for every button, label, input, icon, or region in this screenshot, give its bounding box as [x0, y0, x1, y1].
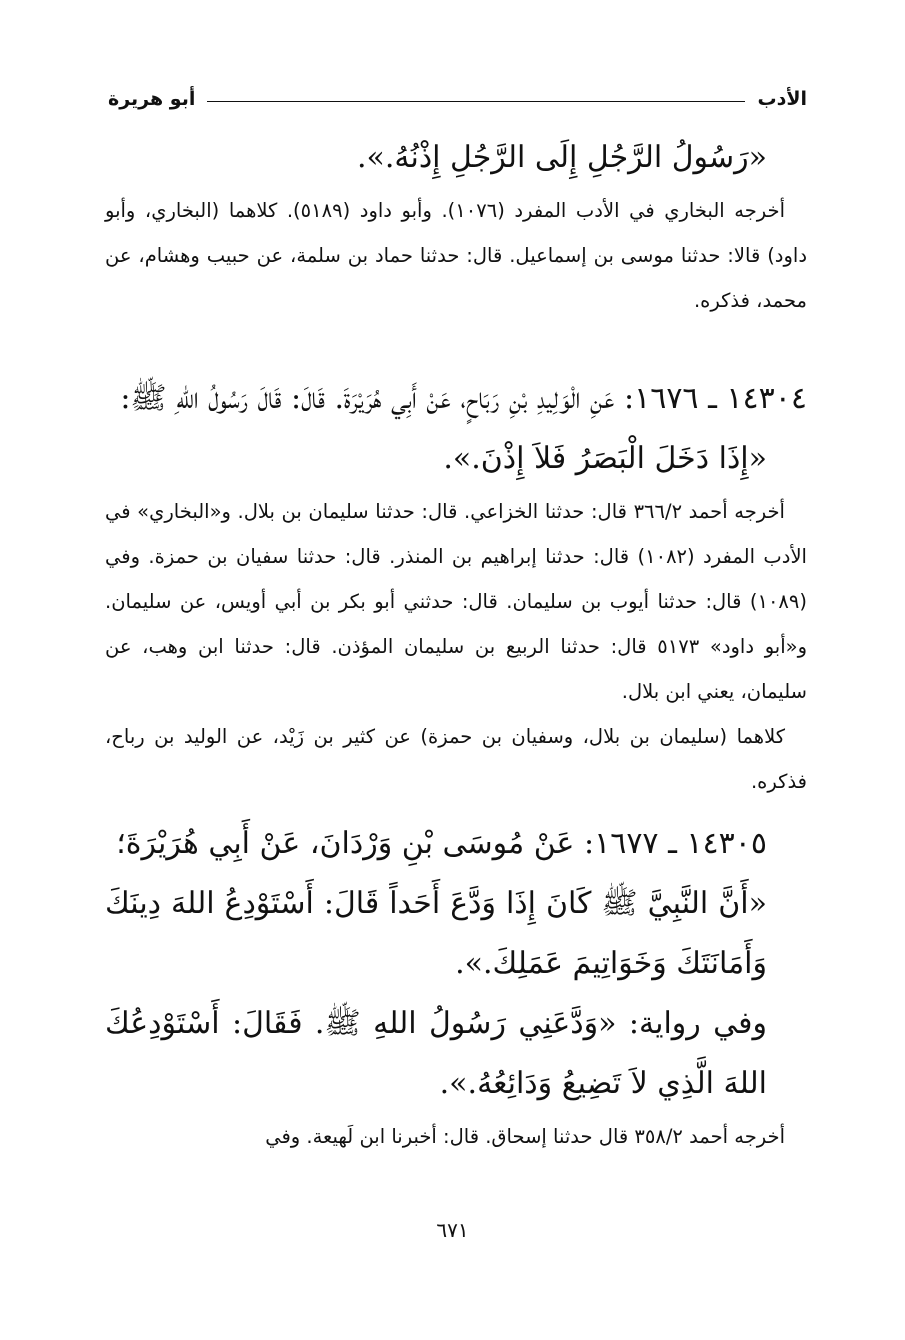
section-gap: [105, 323, 807, 369]
narrator-name: أبو هريرة: [108, 88, 196, 110]
header-rule: [207, 101, 745, 102]
takhrij-paragraph: كلاهما (سليمان بن بلال، وسفيان بن حمزة) عن كثير بن زَيْد، عن الوليد بن رباح، فذكره.: [105, 725, 807, 793]
hadith-text: «رَسُولُ الرَّجُلِ إِلَى الرَّجُلِ إِذْنُهُ.».: [356, 140, 767, 175]
running-header: [108, 84, 807, 114]
hadith-text: «أَنَّ النَّبِيَّ ﷺ كَانَ إِذَا وَدَّعَ أَحَداً قَالَ: أَسْتَوْدِعُ اللهَ دِينَكَ وَأَمَانَتَكَ وَخَوَاتِيمَ عَمَلِكَ.».: [105, 886, 767, 981]
page-number: ٦٧١: [436, 1218, 469, 1242]
hadith-heading: ١٤٣٠٤ ـ ١٦٧٦: عَنِ الْوَلِيدِ بْنِ رَبَاحٍ، عَنْ أَبِي هُرَيْرَةَ. قَالَ: قَالَ رَسُولُ اللهِ ﷺ:: [120, 381, 807, 416]
takhrij-paragraph: أخرجه البخاري في الأدب المفرد (١٠٧٦). وأبو داود (٥١٨٩). كلاهما (البخاري، وأبو داود) قالا: حدثنا موسى بن إسماعيل. قال: حدثنا حماد بن سلمة، عن حبيب وهشام، عن محمد، فذكره.: [105, 199, 807, 312]
chapter-title: الأدب: [757, 88, 807, 110]
section-gap: [105, 804, 807, 814]
hadith-text: «إِذَا دَخَلَ الْبَصَرُ فَلاَ إِذْنَ.».: [443, 441, 767, 476]
takhrij-paragraph: أخرجه أحمد ٣٦٦/٢ قال: حدثنا الخزاعي. قال: حدثنا سليمان بن بلال. و«البخاري» في الأدب المفرد (١٠٨٢) قال: حدثنا إبراهيم بن المنذر. قال: حدثنا سفيان بن حمزة. وفي (١٠٨٩) قال: حدثنا أيوب بن سليمان. قال: حدثني أبو بكر بن أبي أويس، عن سليمان. و«أبو داود» ٥١٧٣ قال: حدثنا الربيع بن سليمان المؤذن. قال: حدثنا ابن وهب، عن سليمان، يعني ابن بلال.: [105, 500, 807, 703]
page-body: [105, 128, 807, 1159]
hadith-heading: ١٤٣٠٥ ـ ١٦٧٧: عَنْ مُوسَى بْنِ وَرْدَانَ، عَنْ أَبِي هُرَيْرَةَ؛: [116, 826, 767, 861]
takhrij-paragraph: أخرجه أحمد ٣٥٨/٢ قال حدثنا إسحاق. قال: أخبرنا ابن لَهيعة. وفي: [265, 1125, 785, 1148]
hadith-variant: وفي رواية: «وَدَّعَنِي رَسُولُ اللهِ ﷺ. فَقَالَ: أَسْتَوْدِعُكَ اللهَ الَّذِي لاَ تَضِيعُ وَدَائِعُهُ.».: [105, 1006, 767, 1101]
